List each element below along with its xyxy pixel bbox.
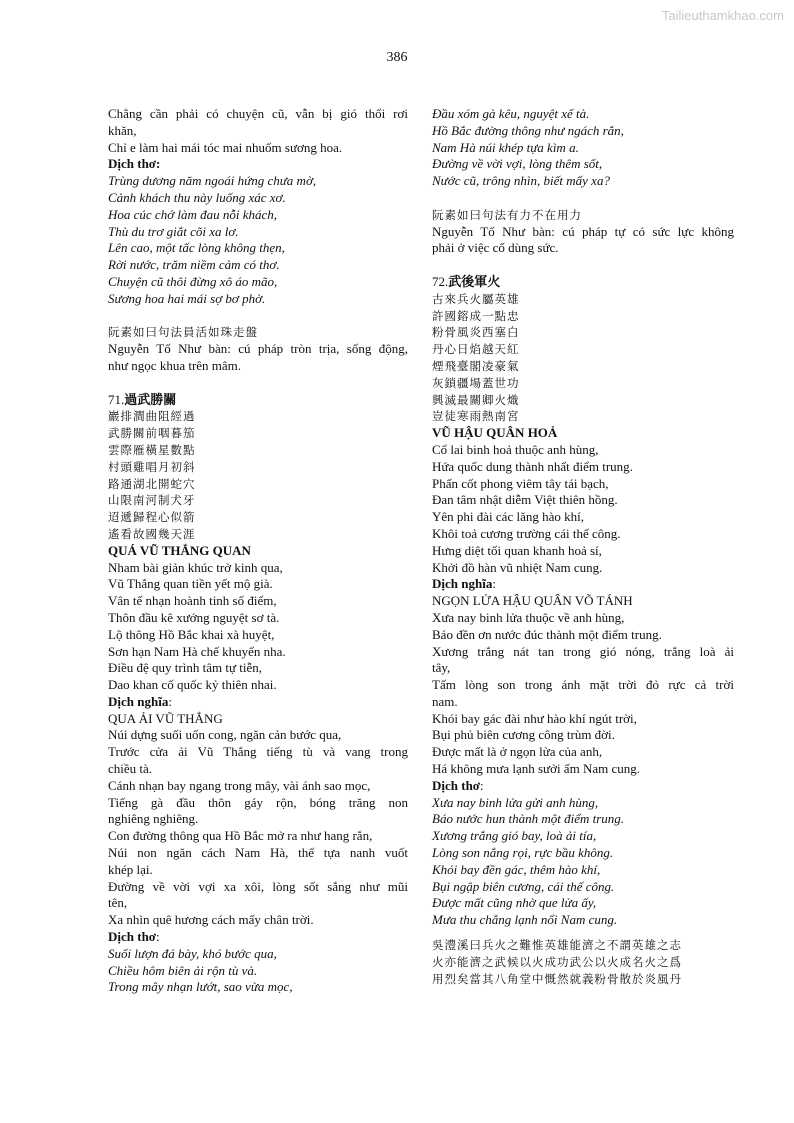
dich-nghia-line: Tấm lòng son trong ánh mặt trời đỏ rực cả trời [432,677,734,693]
dich-nghia-label: Dịch nghĩa [108,693,169,709]
comment-han-long: 火亦能濟之武候以火成功武公以火成名火之爲 [432,954,682,969]
phien-am-line: Đan tâm nhật diễm Việt thiên hồng. [432,492,618,508]
poem-title-viet: VŨ HẬU QUÂN HOẢ [432,425,558,441]
comment-han: 阮素如曰句法有力不在用力 [432,207,582,222]
dich-tho-label: Dịch thơ: [108,156,161,172]
dich-nghia-line: Khói bay gác đài như hào khí ngút trời, [432,710,637,726]
phien-am-line: Khởi đồ hàn vũ nhiệt Nam cung. [432,559,603,575]
phien-am-line: Vân tế nhạn hoành tinh số điểm, [108,593,277,609]
dich-nghia-line: nghiêng nghiêng. [108,811,199,827]
poem-line: Khói bay đền gác, thêm hào khí, [432,861,601,877]
han-line: 迢遞歸程心似箭 [108,510,196,525]
poem-line: Hoa cúc chớ làm đau nỗi khách, [108,206,278,222]
intro-line: Chẳng cần phải có chuyện cũ, vẫn bị gió thổi rơi [108,106,408,121]
poem-line: Trùng dương năm ngoái hứng chưa mờ, [108,173,317,189]
han-line: 巖排澗曲阻經過 [108,409,196,424]
comment-viet: phải ở việc cố dùng sức. [432,240,559,256]
poem-line: Được mất cũng nhờ que lửa ấy, [432,895,597,911]
dich-tho-heading: Dịch thơ: [108,929,160,945]
phien-am-line: Khôi toả cương trường cái thế công. [432,525,621,541]
poem-title-han: 過武勝關 [124,391,177,407]
phien-am-line: Cổ lai binh hoả thuộc anh hùng, [432,441,599,457]
comment-viet: Nguyễn Tố Như bàn: cú pháp tròn trịa, sống động, [108,341,408,357]
poem-heading [432,274,734,291]
watermark: Tailieuthamkhao.com [661,8,784,23]
dich-nghia-line: Bụi phủ biên cương công trùm đời. [432,727,615,743]
dich-nghia-heading: Dịch nghĩa: [432,576,496,592]
han-line: 丹心日焰越天紅 [432,342,520,357]
dich-nghia-line: Cánh nhạn bay ngang trong mây, vài ánh sao mọc, [108,777,371,793]
phien-am-line: Hưng diệt tối quan khanh hoả sí, [432,542,602,558]
dich-tho-label: Dịch thơ [108,929,157,945]
poem-line: Mưa thu chẳng lạnh nổi Nam cung. [432,912,618,928]
intro-line: Chỉ e làm hai mái tóc mai nhuốm sương hoa. [108,139,343,155]
han-line: 村頭雞唱月初斜 [108,459,196,474]
han-line: 許國鎔成一點忠 [432,308,520,323]
dich-nghia-line: Xưa nay binh lửa thuộc về anh hùng, [432,609,625,625]
phien-am-line: Điều đệ quy trình tâm tự tiễn, [108,660,262,676]
poem-line: Báo nước hun thành một điểm trung. [432,811,625,827]
comment-viet: như ngọc khua trên mâm. [108,357,242,373]
dich-nghia-line: Trước cửa ải Vũ Thắng tiếng tù và vang trong [108,744,408,760]
poem-number: 72. [432,273,449,289]
phien-am-line: Phấn cốt phong viêm tây tái bạch, [432,475,609,491]
poem-line: Lòng son nắng rọi, rực bầu không. [432,845,614,861]
dich-nghia-line: Núi dựng suối uốn cong, ngăn cản bước qua, [108,727,342,743]
page-number: 386 [386,50,408,65]
han-line: 雲際雁橫星數點 [108,442,196,457]
dich-nghia-line: Con đường thông qua Hồ Bắc mở ra như hang rắn, [108,828,373,844]
dich-nghia-line: Báo đền ơn nước đúc thành một điểm trung. [432,626,662,642]
poem-line: Cảnh khách thu này luống xác xơ. [108,189,286,205]
dich-nghia-line: Núi non ngăn cách Nam Hà, thế tựa nanh vuốt [108,845,408,861]
dich-nghia-line: Xa nhìn quê hương cách mấy chân trời. [108,912,314,928]
dich-nghia-title: NGỌN LỬA HẬU QUÂN VÕ TÁNH [432,593,633,609]
dich-nghia-line: tên, [108,895,128,911]
poem-title-viet: QUÁ VŨ THẮNG QUAN [108,542,251,558]
poem-line: Trong mây nhạn lướt, sao vừa mọc, [108,979,293,995]
poem-line: Chuyện cũ thôi đừng xô áo mão, [108,273,278,289]
dich-nghia-line: Há không mưa lạnh sưởi ấm Nam cung. [432,761,640,777]
han-line: 武勝關前咽暮笳 [108,426,196,441]
han-line: 灰鎖疆場蓋世功 [432,375,520,390]
poem-title-han: 武後軍火 [448,273,501,289]
han-line: 古來兵火屬英雄 [432,291,520,306]
dich-nghia-line: khép lại. [108,861,153,877]
poem-line: Bụi ngập biên cương, cái thế công. [432,878,615,894]
poem-line: Đầu xóm gà kêu, nguyệt xế tà. [432,106,590,121]
phien-am-line: Thôn đầu kê xướng nguyệt sơ tà. [108,609,280,625]
poem-line: Sương hoa hai mái sợ bơ phờ. [108,290,266,306]
dich-nghia-line: chiều tà. [108,761,153,777]
right-column [432,106,734,987]
poem-number: 71. [108,391,125,407]
poem-line: Nước cũ, trông nhìn, biết mấy xa? [432,173,610,189]
poem-heading [108,392,408,409]
han-line: 路通湖北開蛇穴 [108,476,196,491]
dich-nghia-label: Dịch nghĩa [432,576,493,592]
dich-nghia-heading: Dịch nghĩa: [108,693,172,709]
phien-am-line: Lộ thông Hồ Bắc khai xà huyệt, [108,626,275,642]
han-line: 興滅最關卿火熾 [432,392,520,407]
phien-am-line: Yên phi đài các lăng hào khí, [432,509,584,525]
phien-am-line: Vũ Thắng quan tiền yết mộ già. [108,576,273,592]
phien-am-line: Hứa quốc dung thành nhất điểm trung. [432,458,633,474]
comment-viet: Nguyễn Tố Như bàn: cú pháp tự có sức lực không [432,223,734,239]
phien-am-line: Sơn hạn Nam Hà chế khuyển nha. [108,643,286,659]
phien-am-line: Nham bài giản khúc trở kinh qua, [108,559,283,575]
intro-line: khăn, [108,122,137,138]
poem-line: Rời nước, trăm niềm cảm có thơ. [108,257,280,273]
poem-line: Xương trắng gió bay, loà ải tía, [432,828,597,844]
han-line: 粉骨風炎西塞白 [432,325,520,340]
phien-am-line: Dao khan cố quốc kỷ thiên nhai. [108,677,277,693]
poem-line: Đường về vời vợi, lòng thêm sốt, [432,156,603,172]
comment-han-long: 吳澧溪曰兵火之難惟英雄能濟之不謂英雄之志 [432,938,682,953]
dich-nghia-line: Tiếng gà đầu thôn gáy rộn, bóng trăng non [108,794,408,810]
dich-nghia-line: Đường về vời vợi xa xôi, lòng sốt sắng như mũi [108,878,408,894]
poem-line: Nam Hà núi khép tựa kìm a. [432,139,579,155]
dich-nghia-line: tây, [432,660,451,676]
han-line: 遙看故國幾天涯 [108,526,196,541]
poem-line: Xưa nay binh lửa gửi anh hùng, [432,794,599,810]
han-line: 豈徒寒雨熱南宮 [432,409,520,424]
dich-nghia-line: Xương trắng nát tan trong gió nóng, trắng loà ải [432,643,734,659]
poem-line: Hồ Bắc đường thông như ngách rắn, [432,122,624,138]
left-column [108,106,408,996]
dich-nghia-title: QUA ẢI VŨ THẮNG [108,710,223,726]
han-line: 山限南河制犬牙 [108,493,196,508]
dich-tho-heading: Dịch thơ: [432,777,484,793]
poem-line: Chiều hôm biên ải rộn tù và. [108,962,258,978]
han-line: 煙飛臺閣凌豪氣 [432,358,520,373]
dich-tho-label: Dịch thơ [432,777,481,793]
comment-han-long: 用烈矣當其八角堂中慨然就義粉骨散於炎風丹 [432,971,682,986]
dich-nghia-line: nam. [432,693,458,709]
dich-nghia-line: Được mất là ở ngọn lửa của anh, [432,744,603,760]
poem-line: Thù du trơ giắt cõi xa lơ. [108,223,239,239]
comment-han: 阮素如曰句法員活如珠走盤 [108,325,258,340]
poem-line: Suối lượn đá bày, khó bước qua, [108,945,277,961]
poem-line: Lên cao, một tấc lòng không thẹn, [108,240,285,256]
